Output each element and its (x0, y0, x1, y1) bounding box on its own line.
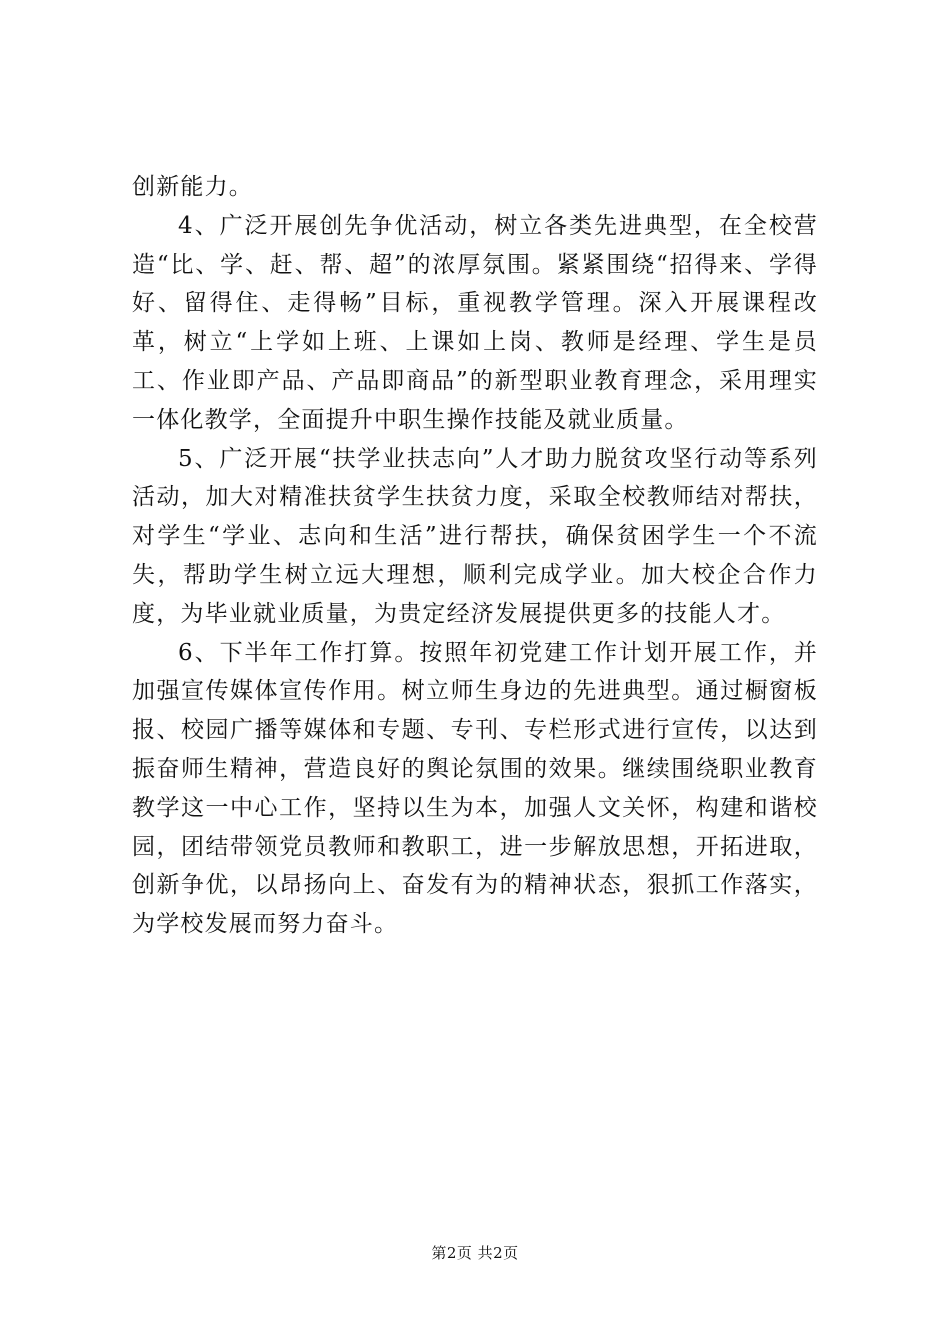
paragraph-item-6: 6、下半年工作打算。按照年初党建工作计划开展工作，并加强宣传媒体宣传作用。树立师生身边的先进典型。通过橱窗板报、校园广播等媒体和专题、专刊、专栏形式进行宣传，以达到振奋师生精神，营造良好的舆论氛围的效果。继续围绕职业教育教学这一中心工作，坚持以生为本，加强人文关怀，构建和谐校园，团结带领党员教师和教职工，进一步解放思想，开拓进取，创新争优，以昂扬向上、奋发有为的精神状态，狠抓工作落实，为学校发展而努力奋斗。 (132, 639, 818, 938)
document-body (132, 168, 818, 944)
paragraph-item-4: 4、广泛开展创先争优活动，树立各类先进典型，在全校营造“比、学、赶、帮、超”的浓厚氛围。紧紧围绕“招得来、学得好、留得住、走得畅”目标，重视教学管理。深入开展课程改革，树立“上学如上班、上课如上岗、教师是经理、学生是员工、作业即产品、产品即商品”的新型职业教育理念，采用理实一体化教学，全面提升中职生操作技能及就业质量。 (132, 212, 818, 433)
paragraph-item-5: 5、广泛开展“扶学业扶志向”人才助力脱贫攻坚行动等系列活动，加大对精准扶贫学生扶贫力度，采取全校教师结对帮扶，对学生“学业、志向和生活”进行帮扶，确保贫困学生一个不流失，帮助学生树立远大理想，顺利完成学业。加大校企合作力度，为毕业就业质量，为贵定经济发展提供更多的技能人才。 (132, 445, 818, 627)
page-number-footer: 第2页 共2页 (431, 1244, 519, 1262)
paragraph-continuation: 创新能力。 (132, 174, 253, 200)
